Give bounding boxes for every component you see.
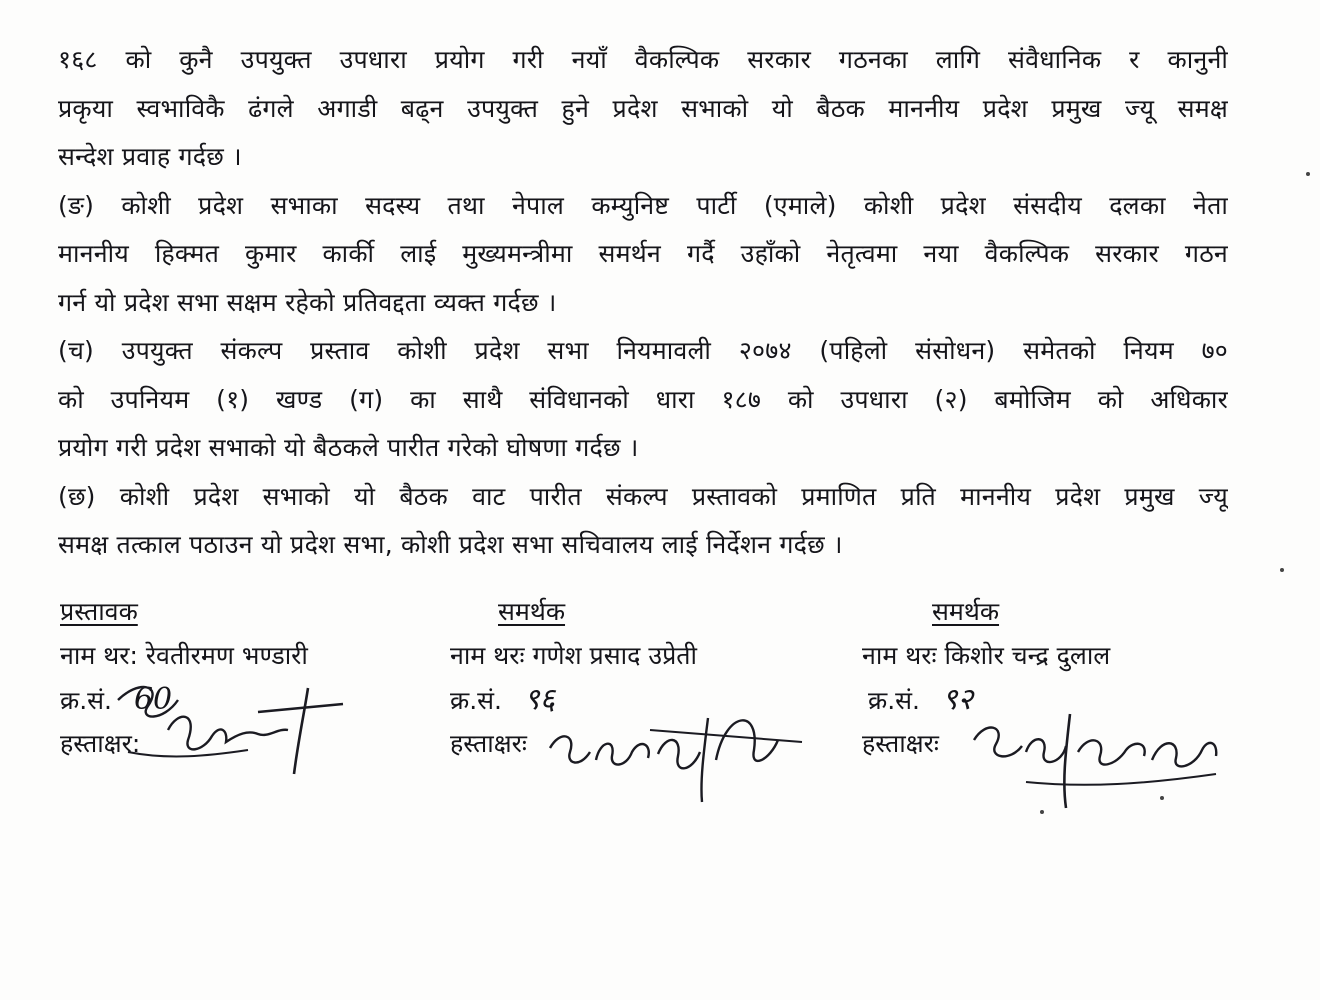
signature-scribble-supporter-2 xyxy=(966,690,1236,820)
resolution-body xyxy=(58,36,1228,570)
signatory-name: किशोर चन्द्र दुलाल xyxy=(944,641,1111,670)
signature-scribble-proposer xyxy=(108,670,348,780)
signatory-role: समर्थक xyxy=(498,597,566,626)
serial-label: क्र.सं. xyxy=(60,686,112,715)
scan-speck xyxy=(1040,810,1044,814)
text-line: १६८ को कुनै उपयुक्त उपधारा प्रयोग गरी नयाँ वैकल्पिक सरकार गठनका लागि संवैधानिक र कानुनी xyxy=(58,45,1228,74)
paragraph-nga xyxy=(58,182,1228,328)
text-line: सन्देश प्रवाह गर्दछ । xyxy=(58,142,242,171)
signature-scribble-supporter-1 xyxy=(540,690,810,810)
name-label: नाम थरः xyxy=(862,641,937,670)
signatory-name: रेवतीरमण भण्डारी xyxy=(145,641,308,670)
text-line: प्रयोग गरी प्रदेश सभाको यो बैठकले पारीत गरेको घोषणा गर्दछ । xyxy=(58,433,639,462)
signatory-name: गणेश प्रसाद उप्रेती xyxy=(532,641,698,670)
text-line: (ङ) कोशी प्रदेश सभाका सदस्य तथा नेपाल कम्युनिष्ट पार्टी (एमाले) कोशी प्रदेश संसदीय दलका नेता xyxy=(58,190,1228,220)
text-line: गर्न यो प्रदेश सभा सक्षम रहेको प्रतिवद्दता व्यक्त गर्दछ । xyxy=(58,287,557,317)
paragraph-cha xyxy=(58,327,1228,473)
name-label: नाम थरः xyxy=(450,641,525,670)
signatory-role: प्रस्तावक xyxy=(60,597,138,626)
paragraph-continuation xyxy=(58,36,1228,182)
serial-number: 60 xyxy=(133,682,173,717)
text-line: समक्ष तत्काल पठाउन यो प्रदेश सभा, कोशी प्रदेश सभा सचिवालय लाई निर्देशन गर्दछ । xyxy=(58,530,843,559)
signature-label: हस्ताक्षरः xyxy=(450,729,527,758)
text-line: माननीय हिक्मत कुमार कार्की लाई मुख्यमन्त्रीमा समर्थन गर्दै उहाँको नेतृत्वमा नया वैकल्पिक सरकार गठन xyxy=(58,239,1228,268)
signatory-name-row xyxy=(450,634,870,678)
text-line: प्रकृया स्वभाविकै ढंगले अगाडी बढ्न उपयुक्त हुने प्रदेश सभाको यो बैठक माननीय प्रदेश प्रमुख ज्यू समक्ष xyxy=(58,93,1228,123)
signatory-name-row xyxy=(862,634,1282,678)
signature-label: हस्ताक्षर: xyxy=(60,729,141,758)
paragraph-chha xyxy=(58,473,1228,570)
serial-number: ९६ xyxy=(523,682,556,717)
text-line: (छ) कोशी प्रदेश सभाको यो बैठक वाट पारीत संकल्प प्रस्तावको प्रमाणित प्रति माननीय प्रदेश प्रमुख ज्यू xyxy=(58,481,1228,511)
scan-speck xyxy=(1306,172,1310,176)
text-line: (च) उपयुक्त संकल्प प्रस्ताव कोशी प्रदेश सभा नियमावली २०७४ (पहिलो संसोधन) समेतको नियम ७० xyxy=(58,336,1228,365)
scan-speck xyxy=(1280,568,1284,572)
serial-label: क्र.सं. xyxy=(450,686,502,715)
signatory-role: समर्थक xyxy=(932,597,1000,626)
scan-speck xyxy=(1160,796,1164,800)
signature-label: हस्ताक्षरः xyxy=(862,729,939,758)
name-label: नाम थर: xyxy=(60,641,138,670)
text-line: को उपनियम (१) खण्ड (ग) का साथै संविधानको धारा १८७ को उपधारा (२) बमोजिम को अधिकार xyxy=(58,384,1228,414)
serial-label: क्र.सं. xyxy=(868,686,920,715)
serial-number: ९२ xyxy=(941,682,974,717)
